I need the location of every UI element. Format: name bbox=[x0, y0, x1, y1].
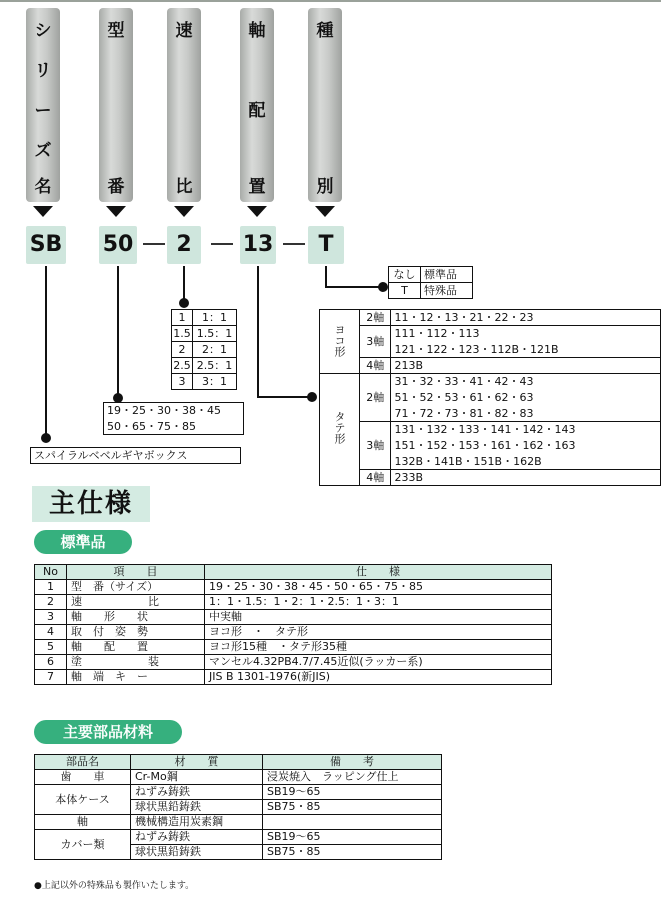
header-char: 種 bbox=[316, 21, 334, 41]
materials-pill: 主要部品材料 bbox=[34, 720, 182, 744]
table-row bbox=[389, 283, 473, 299]
series-name: スパイラルベベルギヤボックス bbox=[31, 448, 241, 464]
spec-item: 速 比 bbox=[67, 595, 205, 610]
down-arrow-icon bbox=[315, 206, 335, 217]
connector-line bbox=[45, 266, 47, 436]
table-row bbox=[389, 267, 473, 283]
type-code: T bbox=[389, 283, 421, 299]
ratio-table bbox=[171, 309, 237, 390]
table-row bbox=[35, 580, 552, 595]
top-rule bbox=[0, 0, 661, 2]
axes-count: 4軸 bbox=[360, 358, 391, 374]
table-row bbox=[320, 310, 661, 326]
header-char: 型 bbox=[107, 21, 125, 41]
header-model-capsule bbox=[99, 8, 133, 202]
connector-line bbox=[183, 266, 185, 302]
material: 球状黒鉛鋳鉄 bbox=[131, 800, 263, 815]
connector-line bbox=[325, 286, 383, 288]
separator-dash bbox=[211, 243, 233, 245]
table-row bbox=[320, 374, 661, 390]
table-row bbox=[320, 422, 661, 438]
table-row bbox=[35, 625, 552, 640]
code-type: T bbox=[308, 226, 344, 264]
ratio-value: 1：1 bbox=[193, 310, 237, 326]
header-char: シ bbox=[34, 21, 52, 41]
spec-item: 軸 端 キ ー bbox=[67, 670, 205, 685]
table-row bbox=[320, 358, 661, 374]
column-header: 項 目 bbox=[67, 565, 205, 580]
table-row bbox=[172, 310, 237, 326]
header-char: ズ bbox=[34, 141, 52, 161]
table-header-row bbox=[35, 565, 552, 580]
part-name: 歯 車 bbox=[35, 770, 131, 785]
type-table bbox=[388, 266, 473, 299]
axes-count: 4軸 bbox=[360, 470, 391, 486]
shaft-codes: 132B・141B・151B・162B bbox=[391, 454, 661, 470]
material-note: SB75・85 bbox=[263, 845, 442, 860]
header-char: 置 bbox=[248, 177, 266, 197]
code-series: SB bbox=[26, 226, 66, 264]
tate-label bbox=[320, 374, 360, 486]
table-row bbox=[35, 815, 442, 830]
table-row bbox=[35, 655, 552, 670]
table-header-row bbox=[35, 755, 442, 770]
shaft-codes: 71・72・73・81・82・83 bbox=[391, 406, 661, 422]
connector-dot bbox=[378, 282, 388, 292]
material: Cr-Mo鋼 bbox=[131, 770, 263, 785]
table-row bbox=[172, 342, 237, 358]
shaft-codes: 121・122・123・112B・121B bbox=[391, 342, 661, 358]
table-row bbox=[320, 326, 661, 342]
header-char: 速 bbox=[175, 21, 193, 41]
column-header: 仕 様 bbox=[205, 565, 552, 580]
spec-value: マンセル4.32PB4.7/7.45近似(ラッカー系) bbox=[205, 655, 552, 670]
model-size-table bbox=[103, 402, 244, 435]
spec-item: 軸 形 状 bbox=[67, 610, 205, 625]
header-shaft-capsule bbox=[240, 8, 274, 202]
ratio-code: 2 bbox=[172, 342, 193, 358]
code-ratio: 2 bbox=[167, 226, 201, 264]
ratio-code: 2.5 bbox=[173, 359, 191, 372]
table-row bbox=[320, 470, 661, 486]
header-type-capsule bbox=[308, 8, 342, 202]
header-char: 軸 bbox=[248, 21, 266, 41]
shaft-codes: 11・12・13・21・22・23 bbox=[391, 310, 661, 326]
spec-value: 中実軸 bbox=[205, 610, 552, 625]
connector-dot bbox=[41, 433, 51, 443]
header-ratio-capsule bbox=[167, 8, 201, 202]
material: ねずみ鋳鉄 bbox=[131, 785, 263, 800]
table-row bbox=[35, 640, 552, 655]
materials-table bbox=[34, 754, 442, 860]
spec-no: 2 bbox=[35, 595, 67, 610]
column-header: No bbox=[35, 565, 67, 580]
table-row bbox=[35, 785, 442, 800]
down-arrow-icon bbox=[106, 206, 126, 217]
table-row bbox=[31, 448, 241, 464]
header-char: ー bbox=[34, 101, 52, 121]
shaft-codes: 111・112・113 bbox=[391, 326, 661, 342]
ratio-code: 3 bbox=[172, 374, 193, 390]
shaft-codes: 31・32・33・41・42・43 bbox=[391, 374, 661, 390]
material-note: 浸炭焼入 ラッピング仕上 bbox=[263, 770, 442, 785]
shaft-codes: 233B bbox=[391, 470, 661, 486]
table-row bbox=[104, 403, 244, 419]
column-header: 部品名 bbox=[35, 755, 131, 770]
axes-count: 3軸 bbox=[360, 326, 391, 358]
table-row bbox=[35, 670, 552, 685]
connector-line bbox=[117, 266, 119, 398]
part-name: 軸 bbox=[35, 815, 131, 830]
main-spec-title: 主仕様 bbox=[32, 486, 150, 522]
spec-no: 7 bbox=[35, 670, 67, 685]
material: ねずみ鋳鉄 bbox=[131, 830, 263, 845]
table-row bbox=[172, 374, 237, 390]
spec-item: 型 番（サイズ） bbox=[67, 580, 205, 595]
type-label: 特殊品 bbox=[421, 283, 473, 299]
material: 機械構造用炭素鋼 bbox=[131, 815, 263, 830]
table-row bbox=[35, 610, 552, 625]
header-char: 比 bbox=[175, 177, 193, 197]
spec-value: 1：1・1.5：1・2：1・2.5：1・3：1 bbox=[205, 595, 552, 610]
yoko-label bbox=[320, 310, 360, 374]
spec-value: ヨコ形 ・ タテ形 bbox=[205, 625, 552, 640]
table-row bbox=[35, 595, 552, 610]
yoko-label-text: ヨコ形 bbox=[333, 323, 346, 357]
spec-item: 取 付 姿 勢 bbox=[67, 625, 205, 640]
spec-item: 軸 配 置 bbox=[67, 640, 205, 655]
spec-item: 塗 装 bbox=[67, 655, 205, 670]
connector-line bbox=[325, 266, 327, 288]
spec-no: 5 bbox=[35, 640, 67, 655]
shaft-table bbox=[319, 309, 661, 486]
table-row bbox=[172, 358, 237, 374]
type-label: 標準品 bbox=[421, 267, 473, 283]
ratio-value: 1.5：1 bbox=[193, 326, 237, 342]
material-note: SB75・85 bbox=[263, 800, 442, 815]
connector-line bbox=[257, 396, 312, 398]
axes-count: 3軸 bbox=[360, 422, 391, 470]
material: 球状黒鉛鋳鉄 bbox=[131, 845, 263, 860]
column-header: 備 考 bbox=[263, 755, 442, 770]
spec-value: ヨコ形15種 ・タテ形35種 bbox=[205, 640, 552, 655]
code-model: 50 bbox=[99, 226, 137, 264]
model-sizes-line: 19・25・30・38・45 bbox=[104, 403, 244, 419]
axes-count: 2軸 bbox=[360, 374, 391, 422]
connector-dot bbox=[179, 298, 189, 308]
spec-no: 3 bbox=[35, 610, 67, 625]
connector-line bbox=[257, 266, 259, 398]
down-arrow-icon bbox=[174, 206, 194, 217]
spec-table bbox=[34, 564, 552, 685]
header-char: 番 bbox=[107, 177, 125, 197]
ratio-value: 2.5：1 bbox=[193, 358, 237, 374]
ratio-value: 3：1 bbox=[193, 374, 237, 390]
spec-no: 4 bbox=[35, 625, 67, 640]
shaft-codes: 131・132・133・141・142・143 bbox=[391, 422, 661, 438]
series-name-table bbox=[30, 447, 241, 464]
model-sizes-line: 50・65・75・85 bbox=[104, 419, 244, 435]
shaft-codes: 51・52・53・61・62・63 bbox=[391, 390, 661, 406]
header-char: 名 bbox=[34, 177, 52, 197]
code-shaft: 13 bbox=[240, 226, 276, 264]
table-row bbox=[35, 830, 442, 845]
down-arrow-icon bbox=[247, 206, 267, 217]
separator-dash bbox=[143, 243, 165, 245]
table-row bbox=[35, 770, 442, 785]
tate-label-text: タテ形 bbox=[333, 411, 346, 444]
spec-value: 19・25・30・38・45・50・65・75・85 bbox=[205, 580, 552, 595]
footnote: ●上記以外の特殊品も製作いたします。 bbox=[34, 881, 195, 891]
ratio-value: 2：1 bbox=[193, 342, 237, 358]
header-char: リ bbox=[34, 61, 52, 81]
down-arrow-icon bbox=[33, 206, 53, 217]
spec-no: 1 bbox=[35, 580, 67, 595]
material-note: SB19～65 bbox=[263, 830, 442, 845]
ratio-code: 1.5 bbox=[173, 327, 191, 340]
spec-no: 6 bbox=[35, 655, 67, 670]
connector-dot bbox=[307, 392, 317, 402]
ratio-code: 1 bbox=[172, 310, 193, 326]
material-note: SB19～65 bbox=[263, 785, 442, 800]
header-char: 配 bbox=[248, 101, 266, 121]
table-row bbox=[104, 419, 244, 435]
table-row bbox=[172, 326, 237, 342]
shaft-codes: 213B bbox=[391, 358, 661, 374]
spec-value: JIS B 1301-1976(新JIS) bbox=[205, 670, 552, 685]
type-code: なし bbox=[389, 267, 421, 283]
column-header: 材 質 bbox=[131, 755, 263, 770]
part-name: カバー類 bbox=[35, 830, 131, 860]
axes-count: 2軸 bbox=[360, 310, 391, 326]
shaft-codes: 151・152・153・161・162・163 bbox=[391, 438, 661, 454]
standard-pill: 標準品 bbox=[34, 530, 132, 554]
material-note bbox=[263, 815, 442, 830]
header-char: 別 bbox=[316, 177, 334, 197]
part-name: 本体ケース bbox=[35, 785, 131, 815]
header-series-capsule bbox=[26, 8, 60, 202]
separator-dash bbox=[283, 243, 305, 245]
